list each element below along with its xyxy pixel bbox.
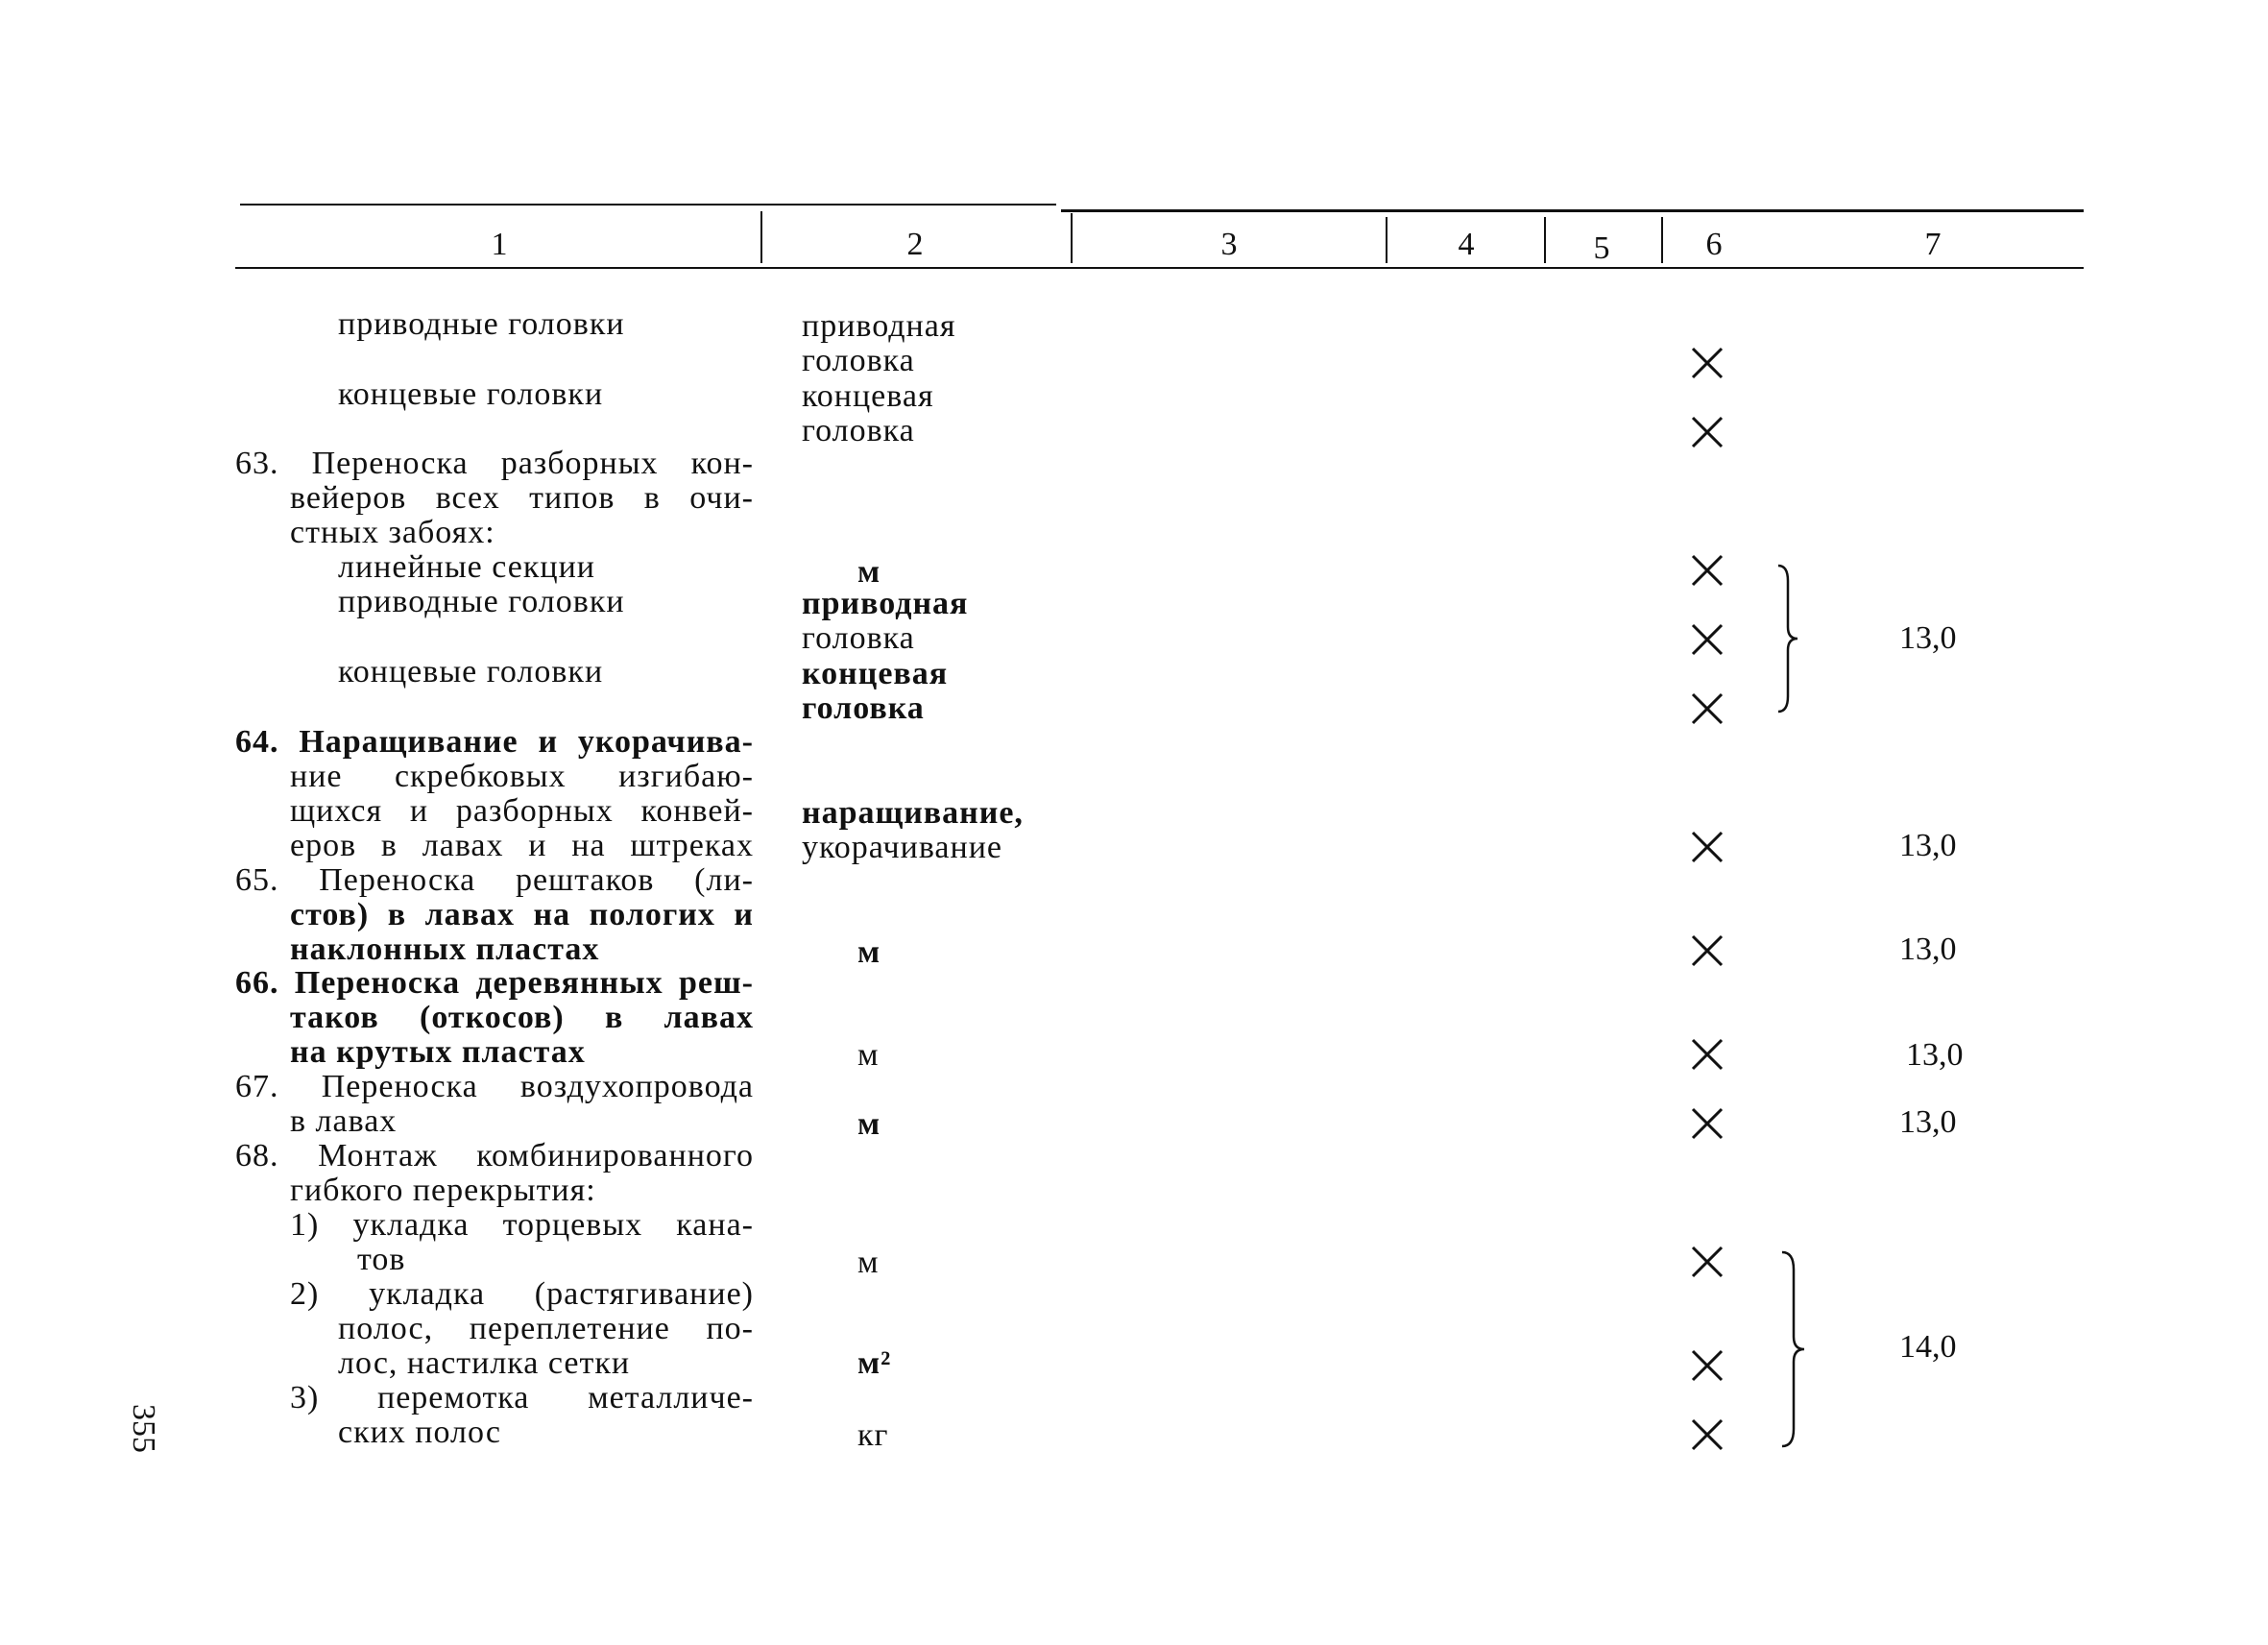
item-64-text: щихся и разборных конвей- bbox=[290, 793, 754, 829]
header-top-rule-left bbox=[240, 204, 1056, 206]
header-bottom-rule bbox=[235, 267, 2084, 269]
item-64-text: 64. Наращивание и укорачива- bbox=[235, 724, 754, 760]
item-68-sub: 1) укладка торцевых кана- bbox=[290, 1207, 754, 1243]
item-65-text: стов) в лавах на пологих и bbox=[290, 897, 754, 932]
right-brace-icon bbox=[1778, 1248, 1809, 1450]
value-cell: 13,0 bbox=[1899, 620, 1957, 656]
value-cell: 13,0 bbox=[1899, 828, 1957, 863]
item-63-sub: линейные секции bbox=[338, 549, 595, 585]
item-68-sub: 3) перемотка металличе- bbox=[290, 1380, 754, 1415]
column-header-7: 7 bbox=[1924, 227, 1942, 262]
header-divider-2 bbox=[1071, 213, 1073, 263]
item-68-sub: полос, переплетение по- bbox=[338, 1311, 754, 1346]
column-header-5: 5 bbox=[1593, 230, 1610, 266]
item-68-text: 68. Монтаж комбинированного bbox=[235, 1138, 754, 1173]
item-68-unit: кг bbox=[857, 1417, 889, 1453]
header-divider-4 bbox=[1544, 217, 1546, 263]
cross-mark-icon bbox=[1690, 1348, 1725, 1383]
item-68-sub: тов bbox=[357, 1242, 406, 1277]
item-63-text: вейеров всех типов в очи- bbox=[290, 480, 754, 516]
item-63-sub: концевые головки bbox=[338, 654, 604, 689]
row-name: концевые головки bbox=[338, 376, 604, 412]
item-63-sub: приводные головки bbox=[338, 584, 625, 619]
cross-mark-icon bbox=[1690, 346, 1725, 380]
item-68-sub: 2) укладка (растягивание) bbox=[290, 1276, 754, 1312]
row-name: приводные головки bbox=[338, 306, 625, 342]
item-64-text: еров в лавах и на штреках bbox=[290, 828, 754, 863]
cross-mark-icon bbox=[1690, 830, 1725, 864]
column-header-6: 6 bbox=[1705, 227, 1723, 262]
item-63-text: 63. Переноска разборных кон- bbox=[235, 446, 754, 481]
value-cell: 13,0 bbox=[1899, 931, 1957, 967]
item-68-sub: ских полос bbox=[338, 1415, 501, 1450]
item-67-unit: м bbox=[857, 1106, 881, 1142]
row-unit: приводная bbox=[802, 308, 956, 344]
item-66-unit: м bbox=[857, 1037, 880, 1073]
item-67-text: в лавах bbox=[290, 1103, 398, 1139]
cross-mark-icon bbox=[1690, 691, 1725, 726]
item-68-unit: м² bbox=[857, 1345, 892, 1381]
item-63-unit: головка bbox=[802, 620, 915, 656]
item-64-unit: укорачивание bbox=[802, 830, 1002, 865]
item-64-unit: наращивание, bbox=[802, 795, 1024, 831]
row-unit: головка bbox=[802, 413, 915, 448]
item-64-text: ние скребковых изгибаю- bbox=[290, 759, 754, 794]
item-63-unit: концевая bbox=[802, 656, 949, 691]
cross-mark-icon bbox=[1690, 622, 1725, 657]
cross-mark-icon bbox=[1690, 1106, 1725, 1141]
item-66-text: таков (откосов) в лавах bbox=[290, 1000, 754, 1035]
column-header-2: 2 bbox=[906, 227, 924, 262]
header-divider-1 bbox=[760, 211, 762, 263]
value-cell: 13,0 bbox=[1906, 1037, 1964, 1073]
column-header-1: 1 bbox=[491, 227, 508, 262]
header-divider-5 bbox=[1661, 217, 1663, 263]
item-65-text: наклонных пластах bbox=[290, 931, 600, 967]
item-66-text: на крутых пластах bbox=[290, 1034, 586, 1070]
column-header-4: 4 bbox=[1458, 227, 1475, 262]
item-65-unit: м bbox=[857, 934, 881, 970]
row-unit: головка bbox=[802, 343, 915, 378]
item-63-unit: головка bbox=[802, 690, 925, 726]
item-68-unit: м bbox=[857, 1245, 880, 1280]
cross-mark-icon bbox=[1690, 415, 1725, 449]
item-68-sub: лос, настилка сетки bbox=[338, 1345, 631, 1381]
item-67-text: 67. Переноска воздухопровода bbox=[235, 1069, 754, 1104]
cross-mark-icon bbox=[1690, 1417, 1725, 1452]
value-cell: 14,0 bbox=[1899, 1329, 1957, 1365]
item-63-unit: м bbox=[857, 554, 881, 590]
item-65-text: 65. Переноска рештаков (ли- bbox=[235, 862, 754, 898]
cross-mark-icon bbox=[1690, 553, 1725, 588]
item-66-text: 66. Переноска деревянных реш- bbox=[235, 965, 754, 1001]
cross-mark-icon bbox=[1690, 933, 1725, 968]
column-header-3: 3 bbox=[1220, 227, 1238, 262]
cross-mark-icon bbox=[1690, 1037, 1725, 1072]
row-unit: концевая bbox=[802, 378, 934, 414]
value-cell: 13,0 bbox=[1899, 1104, 1957, 1140]
page-number: 355 bbox=[126, 1404, 161, 1453]
item-63-unit: приводная bbox=[802, 586, 969, 621]
header-divider-3 bbox=[1386, 217, 1387, 263]
cross-mark-icon bbox=[1690, 1245, 1725, 1279]
header-top-rule-right bbox=[1061, 209, 2084, 212]
item-63-text: стных забоях: bbox=[290, 515, 495, 550]
item-68-text: гибкого перекрытия: bbox=[290, 1173, 596, 1208]
right-brace-icon bbox=[1774, 562, 1803, 715]
